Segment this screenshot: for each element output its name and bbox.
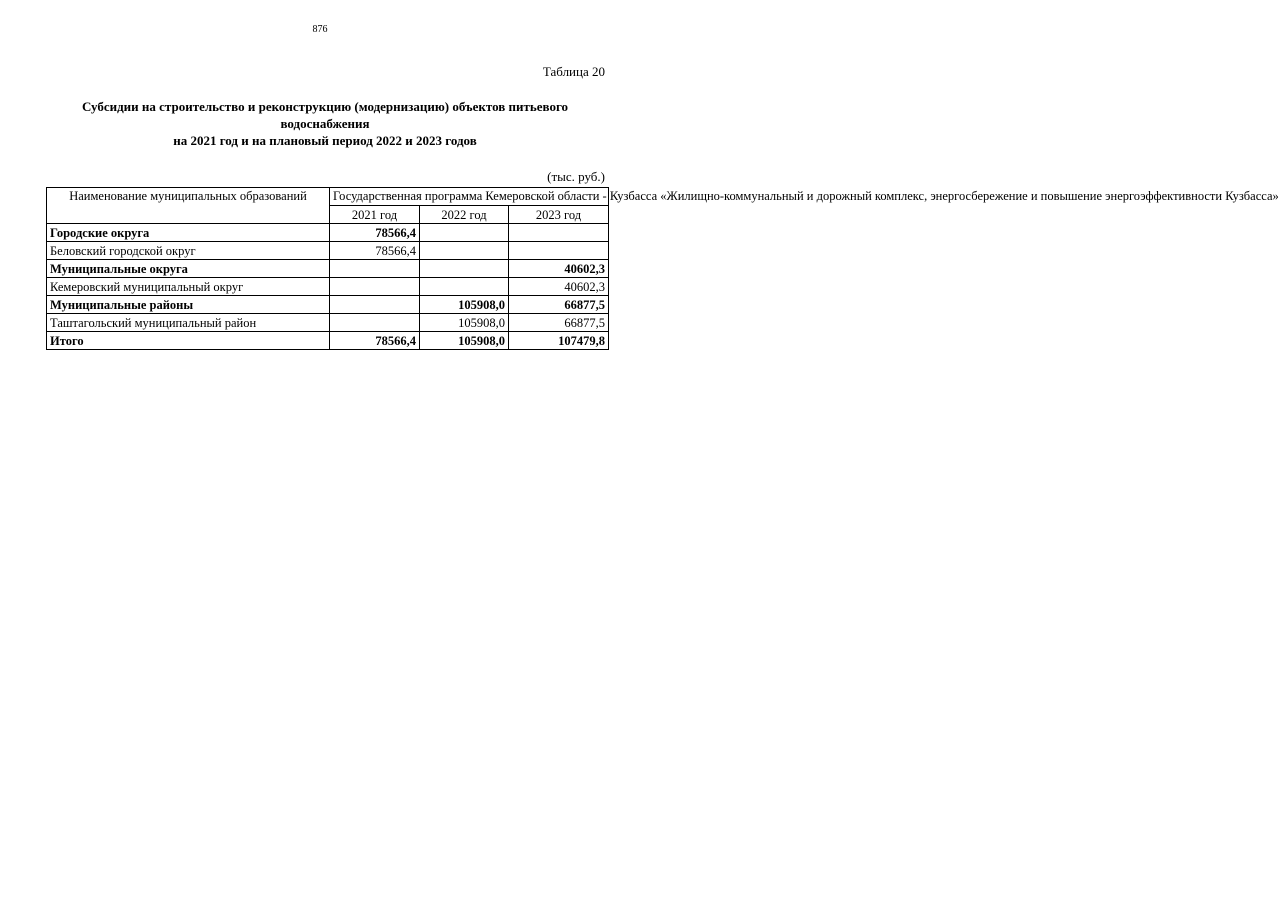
row-value-2021 <box>330 278 420 296</box>
table-row-kemerovsky <box>47 278 609 296</box>
header-year-2022: 2022 год <box>420 206 509 224</box>
row-name: Итого <box>47 332 330 350</box>
header-municipality: Наименование муниципальных образований <box>47 188 330 224</box>
row-name: Муниципальные районы <box>47 296 330 314</box>
table-label: Таблица 20 <box>542 64 605 79</box>
row-name: Кемеровский муниципальный округ <box>47 278 330 296</box>
row-value-2023: 40602,3 <box>509 278 609 296</box>
row-value-2022: 105908,0 <box>420 332 509 350</box>
row-value-2022 <box>420 242 509 260</box>
table-row-urban-districts <box>47 224 609 242</box>
row-value-2022 <box>420 278 509 296</box>
row-value-2022: 105908,0 <box>420 296 509 314</box>
row-value-2021: 78566,4 <box>330 332 420 350</box>
row-value-2023: 40602,3 <box>509 260 609 278</box>
units-label: (тыс. руб.) <box>547 169 605 184</box>
header-year-2021: 2021 год <box>330 206 420 224</box>
row-value-2023: 107479,8 <box>509 332 609 350</box>
subsidies-table <box>46 187 1279 350</box>
table-row-total <box>47 332 609 350</box>
title-line-2: водоснабжения <box>280 116 370 131</box>
row-value-2021: 78566,4 <box>330 242 420 260</box>
row-value-2022 <box>420 224 509 242</box>
document-title <box>40 98 610 149</box>
row-value-2021 <box>330 314 420 332</box>
title-line-3: на 2021 год и на плановый период 2022 и 2023 годов <box>173 133 477 148</box>
row-name: Беловский городской округ <box>47 242 330 260</box>
title-line-1: Субсидии на строительство и реконструкцию (модернизацию) объектов питьевого <box>81 99 569 114</box>
row-name: Таштагольский муниципальный район <box>47 314 330 332</box>
row-value-2021 <box>330 296 420 314</box>
row-value-2021 <box>330 260 420 278</box>
table-row-tashtagolsky <box>47 314 609 332</box>
row-value-2023 <box>509 242 609 260</box>
table-row-municipal-districts <box>47 260 609 278</box>
row-name: Городские округа <box>47 224 330 242</box>
row-value-2021: 78566,4 <box>330 224 420 242</box>
table-row-municipal-regions <box>47 296 609 314</box>
header-year-2023: 2023 год <box>509 206 609 224</box>
row-value-2023: 66877,5 <box>509 296 609 314</box>
page-number: 876 <box>312 24 328 35</box>
table-row-belovsky <box>47 242 609 260</box>
row-name: Муниципальные округа <box>47 260 330 278</box>
row-value-2022 <box>420 260 509 278</box>
row-value-2023: 66877,5 <box>509 314 609 332</box>
row-value-2023 <box>509 224 609 242</box>
header-program: Государственная программа Кемеровской области - Кузбасса «Жилищно-коммунальный и дорожный комплекс, энергосбережение и повышение энергоэффективности Кузбасса» <box>330 188 609 206</box>
row-value-2022: 105908,0 <box>420 314 509 332</box>
